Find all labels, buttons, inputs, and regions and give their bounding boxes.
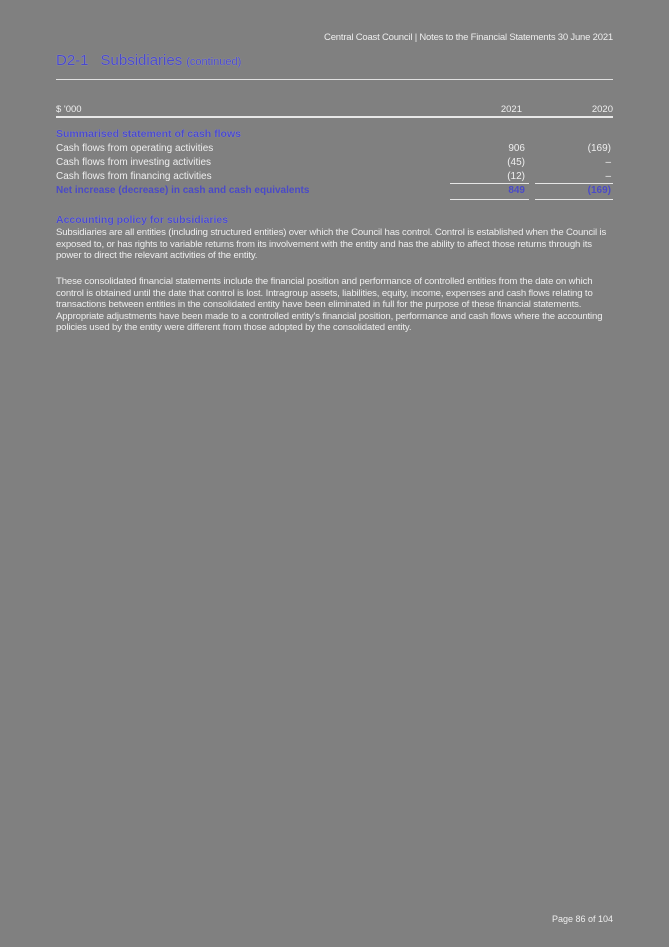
value-2020: – [605,171,611,182]
section-number: D2-1 [56,52,89,69]
row-label: Cash flows from investing activities [56,157,212,168]
total-label: Net increase (decrease) in cash and cash equivalents [56,185,310,196]
unit-label: $ '000 [56,104,82,115]
row-label: Cash flows from financing activities [56,171,212,182]
table-row [56,157,613,171]
page-number: Page 86 of 104 [551,914,613,924]
column-2020: 2020 [591,104,613,115]
policy-heading: Accounting policy for subsidiaries [56,214,229,226]
table-row [56,143,613,157]
total-row [56,185,613,199]
column-2021: 2021 [500,104,522,115]
total-2021: 849 [508,185,525,196]
value-2021: 906 [508,143,525,154]
policy-paragraph-1: Subsidiaries are all entities (including structured entities) over which the Council has control. Control is established when the Council is exposed to, or has rights to variable returns from its involvement with the entity and has the ability to affect those returns through its power to direct the relevant activities of the entity. [56,227,607,261]
section-subtitle: (continued) [186,56,242,68]
cash-flows-heading: Summarised statement of cash flows [56,128,241,140]
total-2020: (169) [587,185,611,196]
table-column-header [56,104,613,118]
value-2020: – [605,157,611,168]
subtotal-rule-2021 [450,183,529,184]
subtotal-rule-2020 [535,183,613,184]
value-2021: (45) [507,157,525,168]
row-label: Cash flows from operating activities [56,143,214,154]
table-row [56,171,613,185]
running-header: Central Coast Council | Notes to the Financial Statements 30 June 2021 [324,32,613,43]
section-title [56,52,241,69]
section-title-text: Subsidiaries [100,52,183,69]
total-rule-2021 [450,199,529,200]
value-2021: (12) [507,171,525,182]
policy-paragraph-2: These consolidated financial statements include the financial position and performance of controlled entities from the date on which control is obtained until the date that control is lost. Intragroup assets, liabilities, equity, income, expenses and cash flows relating to transactions between entities in the consolidated entity have been eliminated in full for the purpose of these financial statements. Appropriate adjustments have been made to a controlled entity's financial position, performance and cash flows where the accounting policies used by the entity were different from those adopted by the consolidated entity. [56,276,603,333]
total-rule-2020 [535,199,613,200]
title-divider [56,79,613,80]
value-2020: (169) [587,143,611,154]
